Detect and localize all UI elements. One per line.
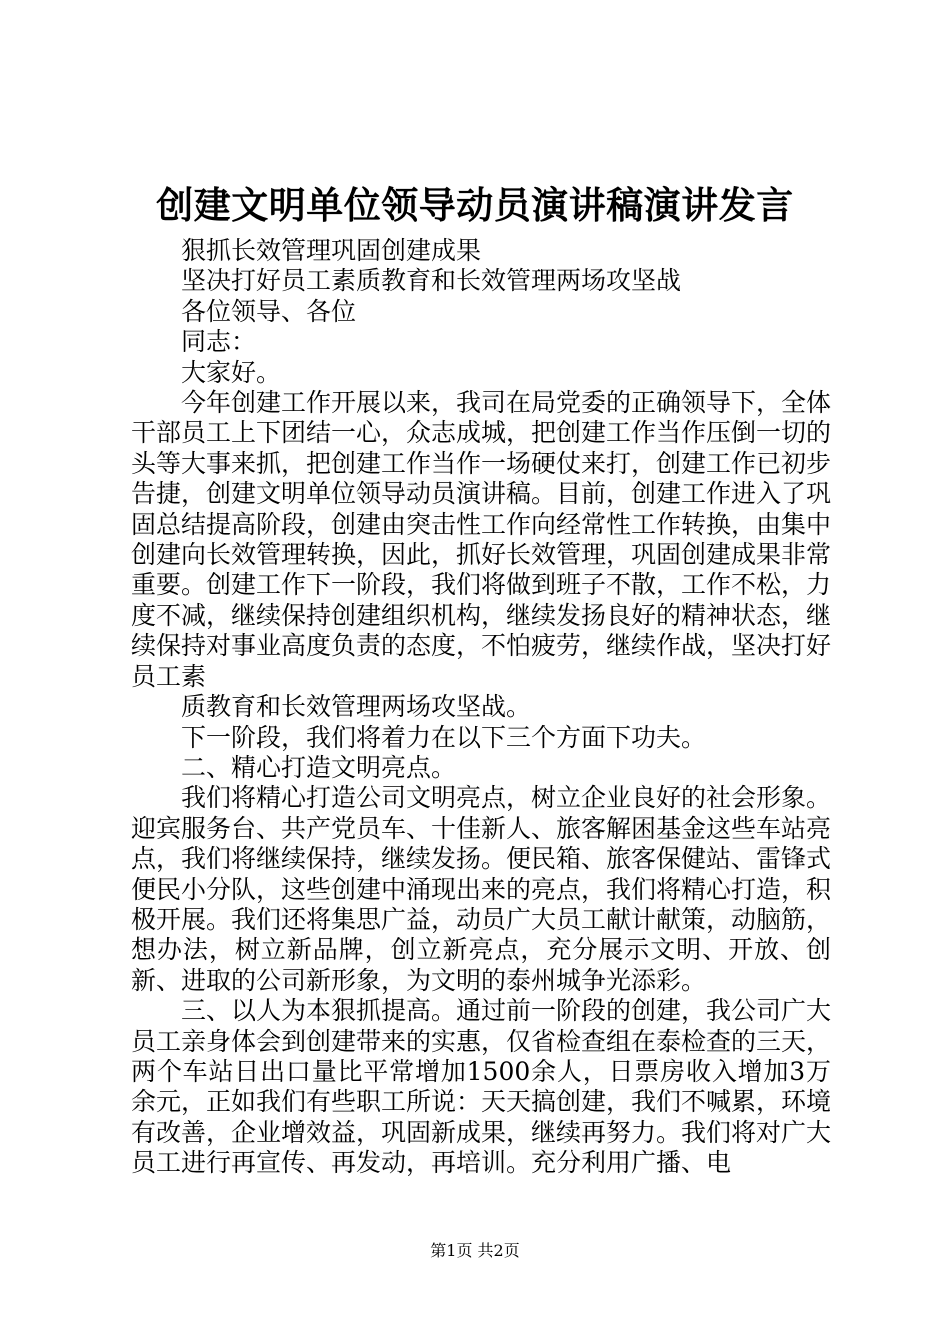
section-heading: 二、精心打造文明亮点。 [181, 752, 457, 782]
body-paragraph: 质教育和长效管理两场攻坚战。 [181, 692, 532, 722]
document-title: 创建文明单位领导动员演讲稿演讲发言 [156, 183, 794, 227]
salutation-line: 各位领导、各位 [181, 296, 357, 326]
subtitle-line: 狠抓长效管理巩固创建成果 [181, 236, 482, 265]
body-paragraph: 三、以人为本狠抓提高。通过前一阶段的创建，我公司广大员工亲身体会到创建带来的实惠，仅省检查组在泰检查的三天，两个车站日出口量比平常增加1500余人，日票房收入增加3万余元，正如我们有些职工所说：天天搞创建，我们不喊累，环境有改善，企业增效益，巩固新成果，继续再努力。我们将对广大员工进行再宣传、再发动，再培训。充分利用广播、电 [131, 996, 832, 1178]
greeting-line: 大家好。 [181, 357, 282, 387]
body-paragraph: 下一阶段，我们将着力在以下三个方面下功夫。 [181, 722, 707, 752]
subtitle-line: 坚决打好员工素质教育和长效管理两场攻坚战 [181, 266, 682, 296]
document-body [131, 236, 831, 1179]
body-paragraph: 我们将精心打造公司文明亮点，树立企业良好的社会形象。迎宾服务台、共产党员车、十佳新人、旅客解困基金这些车站亮点，我们将继续保持，继续发扬。便民箱、旅客保健站、雷锋式便民小分队，这些创建中涌现出来的亮点，我们将精心打造，积极开展。我们还将集思广益，动员广大员工献计献策，动脑筋，想办法，树立新品牌，创立新亮点，充分展示文明、开放、创新、进取的公司新形象，为文明的泰州城争光添彩。 [131, 783, 832, 995]
salutation-line: 同志： [181, 327, 257, 357]
body-paragraph: 今年创建工作开展以来，我司在局党委的正确领导下，全体干部员工上下团结一心，众志成城，把创建工作当作压倒一切的头等大事来抓，把创建工作当作一场硬仗来打，创建工作已初步告捷，创建文明单位领导动员演讲稿。目前，创建工作进入了巩固总结提高阶段，创建由突击性工作向经常性工作转换，由集中创建向长效管理转换，因此，抓好长效管理，巩固创建成果非常重要。创建工作下一阶段，我们将做到班子不散，工作不松，力度不减，继续保持创建组织机构，继续发扬良好的精神状态，继续保持对事业高度负责的态度，不怕疲劳，继续作战，坚决打好员工素 [131, 388, 832, 691]
page-footer: 第1页 共2页 [430, 1241, 520, 1260]
